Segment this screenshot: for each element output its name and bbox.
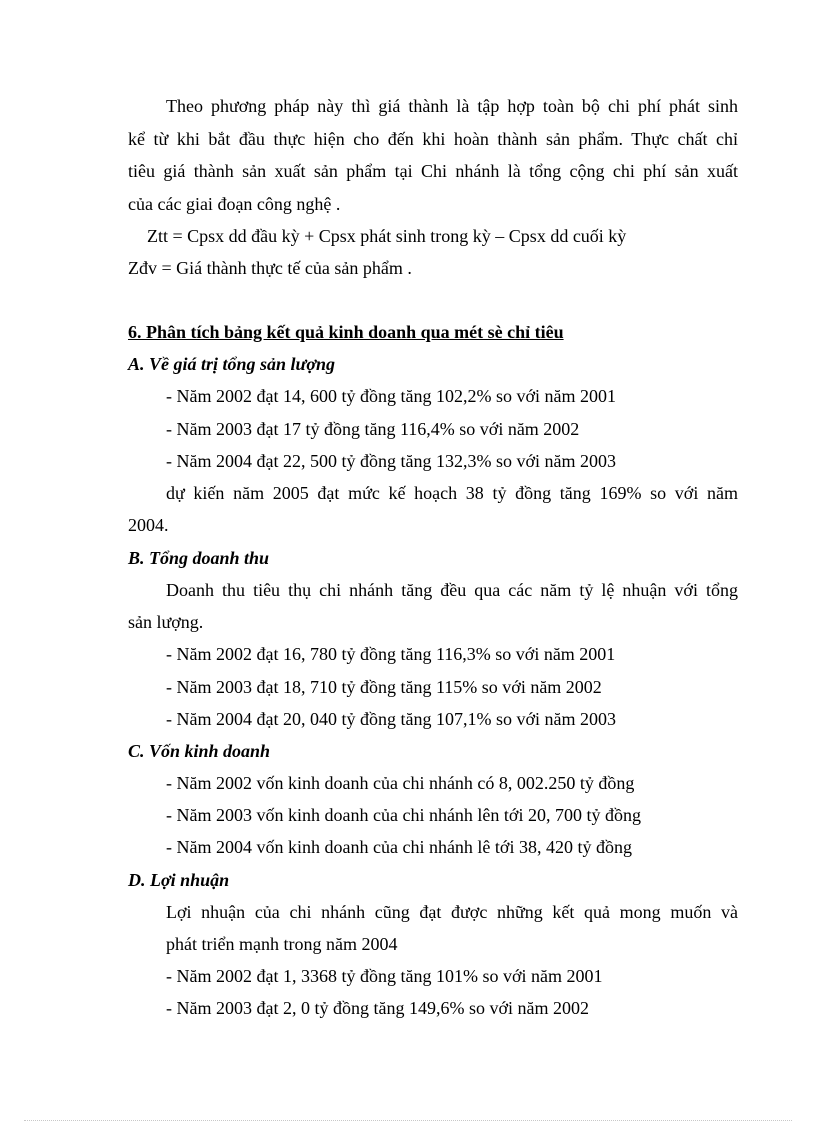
page-bottom-divider xyxy=(24,1120,792,1121)
subsection-a-title: A. Về giá trị tổng sản lượng xyxy=(128,354,335,374)
section-6-heading: 6. Phân tích bảng kết quả kinh doanh qua mét sè chỉ tiêu xyxy=(128,322,564,342)
list-item: - Năm 2002 đạt 16, 780 tỷ đồng tăng 116,3% so với năm 2001 xyxy=(166,644,616,664)
paragraph-line: 2004. xyxy=(128,515,169,535)
paragraph-line: sản lượng. xyxy=(128,612,204,632)
formula-zdv: Zđv = Giá thành thực tế của sản phẩm . xyxy=(128,258,412,278)
subsection-d-title: D. Lợi nhuận xyxy=(128,870,230,890)
paragraph-line: dự kiến năm 2005 đạt mức kế hoạch 38 tỷ đồng tăng 169% so với năm xyxy=(166,483,738,503)
list-item: - Năm 2002 đạt 14, 600 tỷ đồng tăng 102,2% so với năm 2001 xyxy=(166,386,616,406)
intro-line-1: Theo phương pháp này thì giá thành là tập hợp toàn bộ chi phí phát sinh xyxy=(166,96,738,116)
list-item: - Năm 2004 vốn kinh doanh của chi nhánh lê tới 38, 420 tỷ đồng xyxy=(166,837,632,857)
subsection-b-title: B. Tổng doanh thu xyxy=(128,548,270,568)
list-item: - Năm 2003 đạt 17 tỷ đồng tăng 116,4% so với năm 2002 xyxy=(166,419,580,439)
list-item: - Năm 2003 đạt 18, 710 tỷ đồng tăng 115% so với năm 2002 xyxy=(166,677,602,697)
intro-line-2: kể từ khi bắt đầu thực hiện cho đến khi hoàn thành sản phẩm. Thực chất chỉ xyxy=(128,129,738,149)
list-item: - Năm 2002 vốn kinh doanh của chi nhánh có 8, 002.250 tỷ đồng xyxy=(166,773,635,793)
list-item: - Năm 2003 đạt 2, 0 tỷ đồng tăng 149,6% so với năm 2002 xyxy=(166,998,589,1018)
list-item: - Năm 2004 đạt 20, 040 tỷ đồng tăng 107,1% so với năm 2003 xyxy=(166,709,616,729)
subsection-c-title: C. Vốn kinh doanh xyxy=(128,741,271,761)
list-item: - Năm 2004 đạt 22, 500 tỷ đồng tăng 132,3% so với năm 2003 xyxy=(166,451,616,471)
list-item: - Năm 2003 vốn kinh doanh của chi nhánh lên tới 20, 700 tỷ đồng xyxy=(166,805,641,825)
paragraph-line: Doanh thu tiêu thụ chi nhánh tăng đều qua các năm tỷ lệ nhuận với tổng xyxy=(166,580,738,600)
paragraph-line: Lợi nhuận của chi nhánh cũng đạt được những kết quả mong muốn và xyxy=(166,902,738,922)
formula-ztt: Ztt = Cpsx dd đầu kỳ + Cpsx phát sinh trong kỳ – Cpsx dd cuối kỳ xyxy=(147,226,627,246)
list-item: - Năm 2002 đạt 1, 3368 tỷ đồng tăng 101% so với năm 2001 xyxy=(166,966,603,986)
intro-line-3: tiêu giá thành sản xuất sản phẩm tại Chi nhánh là tổng cộng chi phí sản xuất xyxy=(128,161,738,181)
intro-line-4: của các giai đoạn công nghệ . xyxy=(128,194,341,214)
paragraph-line: phát triển mạnh trong năm 2004 xyxy=(166,934,398,954)
